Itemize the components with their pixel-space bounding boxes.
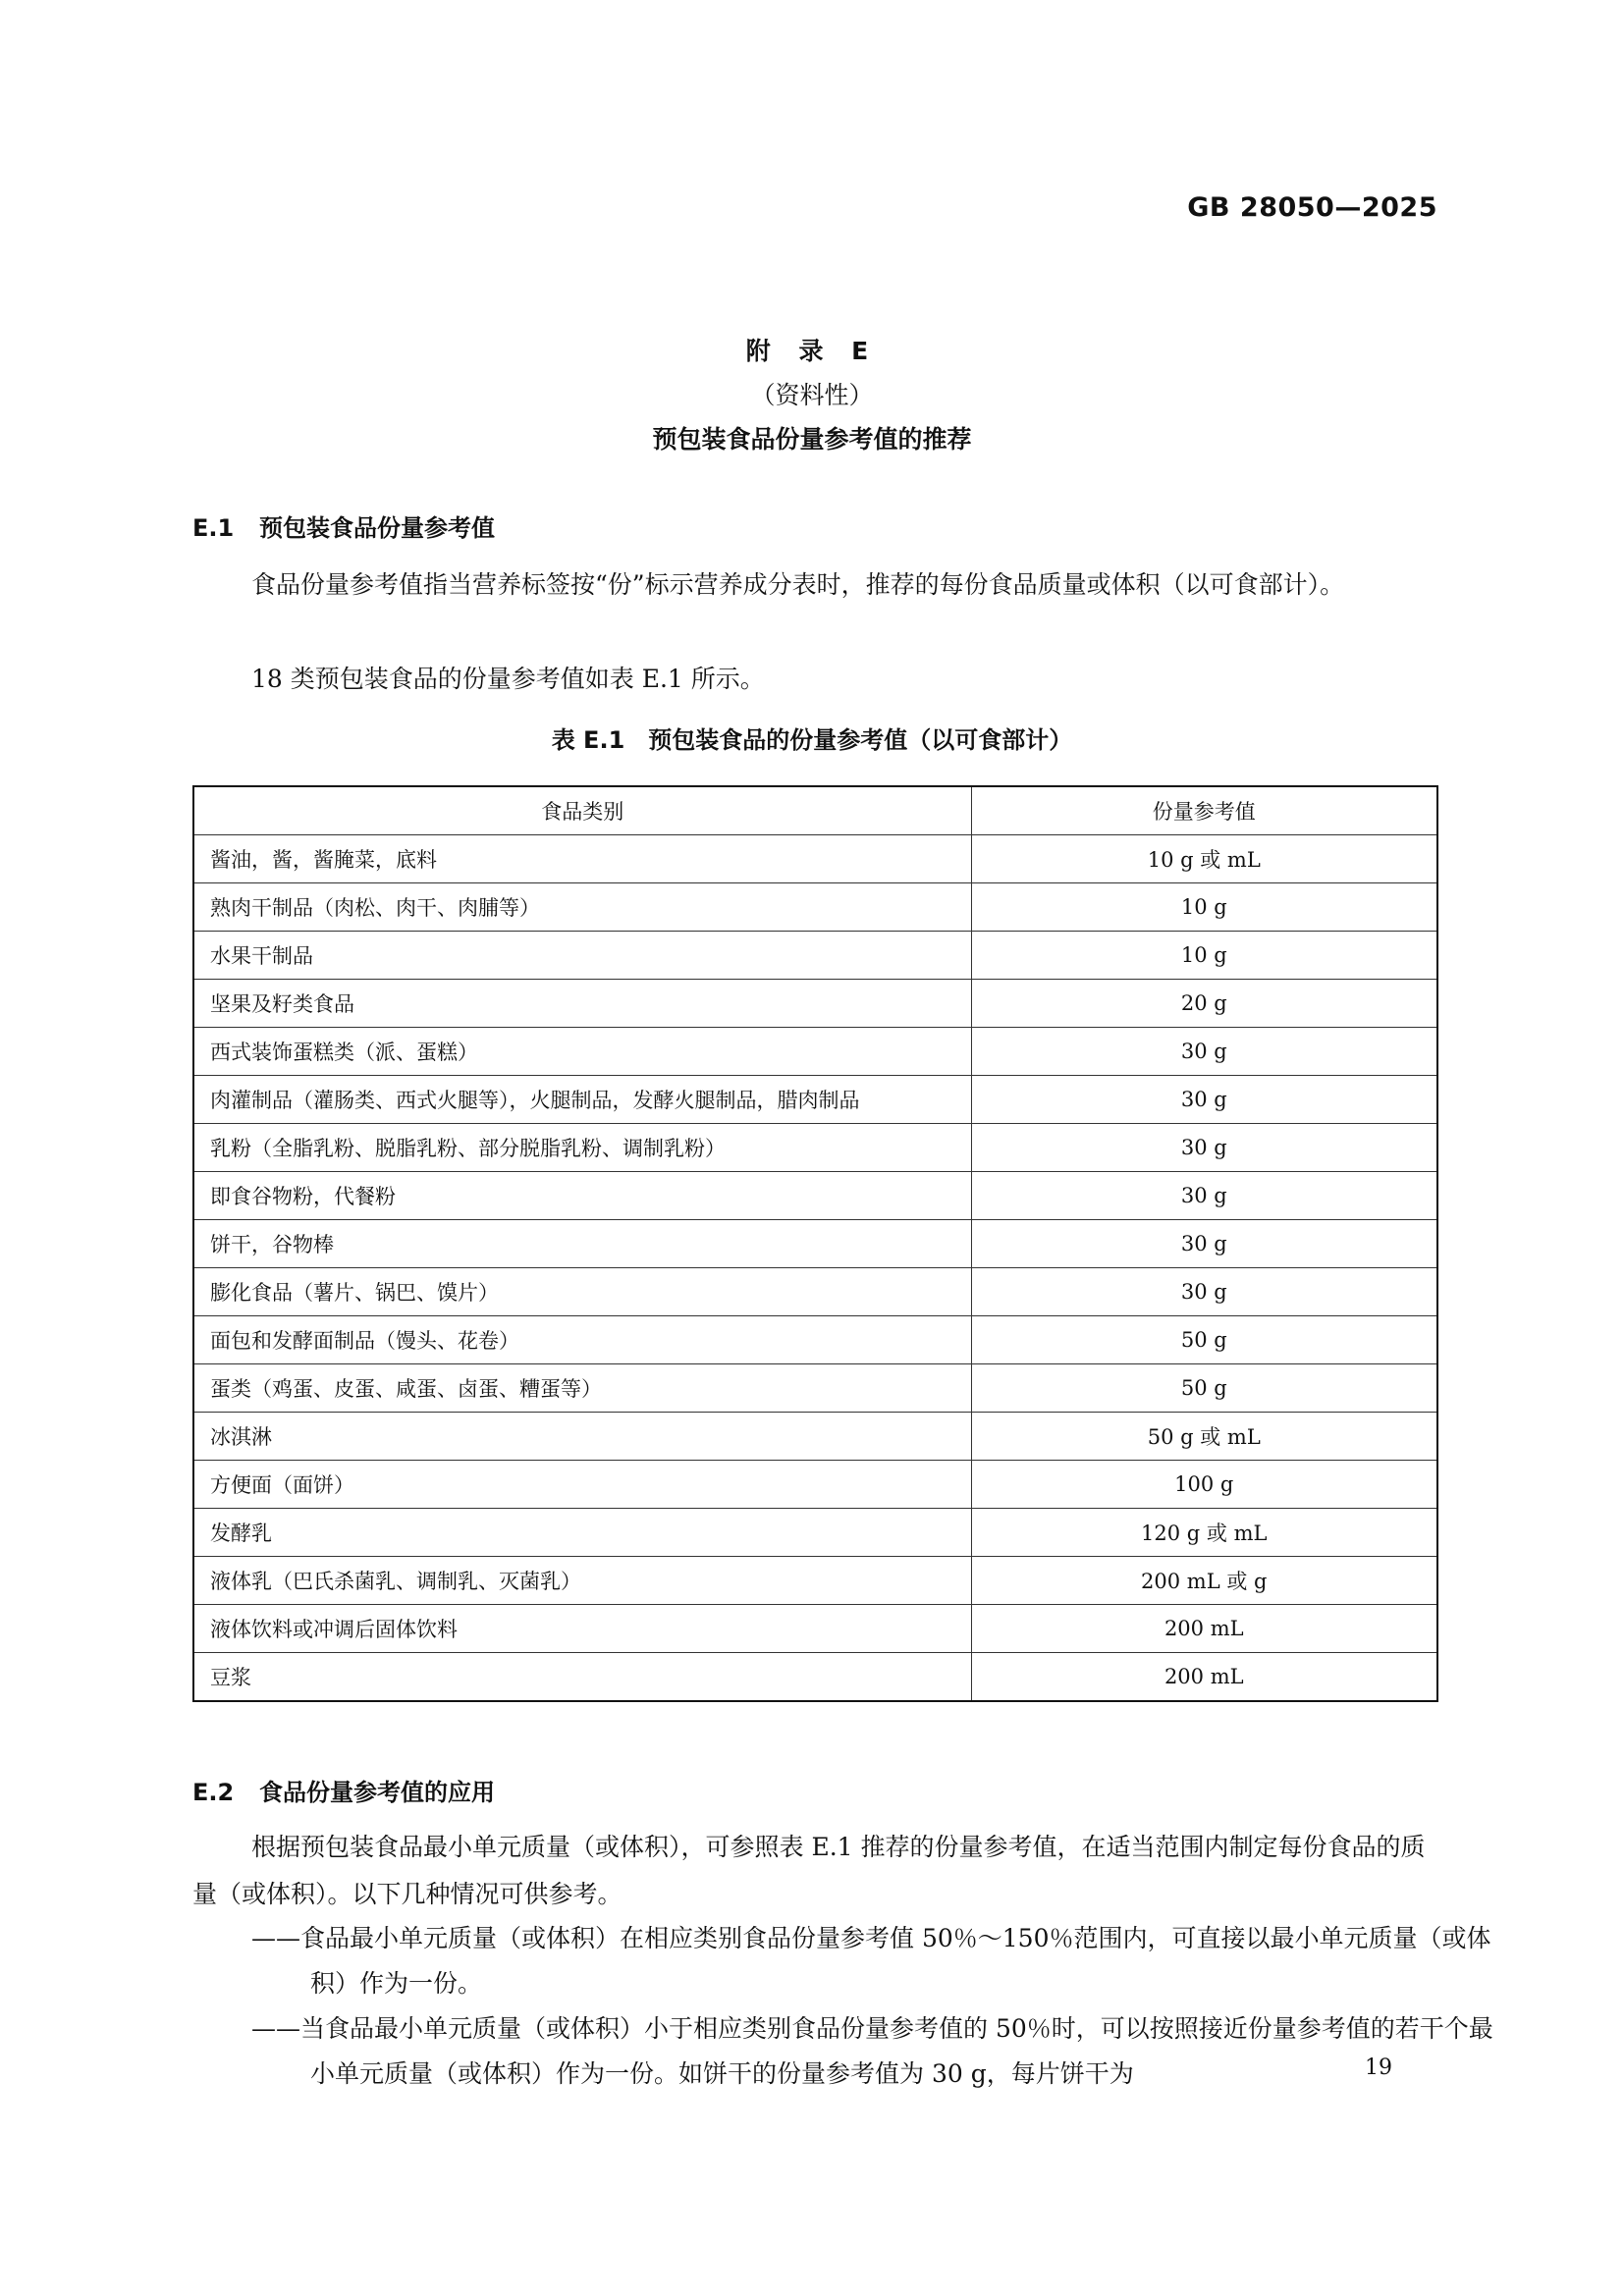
table-row — [193, 1316, 1437, 1364]
section-number: E.2 — [192, 1779, 235, 1806]
cell-value: 30 g — [971, 1172, 1437, 1220]
table-row — [193, 1557, 1437, 1605]
table-row — [193, 1461, 1437, 1509]
cell-value: 50 g 或 mL — [971, 1413, 1437, 1461]
paragraph: 18 类预包装食品的份量参考值如表 E.1 所示。 — [251, 665, 765, 693]
table-row — [193, 1124, 1437, 1172]
appendix-name: 预包装食品份量参考值的推荐 — [652, 425, 972, 454]
cell-category: 液体饮料或冲调后固体饮料 — [193, 1605, 971, 1653]
cell-value: 120 g 或 mL — [971, 1509, 1437, 1557]
cell-value: 10 g 或 mL — [971, 835, 1437, 883]
cell-category: 豆浆 — [193, 1653, 971, 1702]
cell-category: 饼干，谷物棒 — [193, 1220, 971, 1268]
standard-code: GB 28050—2025 — [1187, 192, 1437, 223]
table-row — [193, 1413, 1437, 1461]
page-number: 19 — [1365, 2056, 1392, 2080]
cell-value: 100 g — [971, 1461, 1437, 1509]
table-row — [193, 883, 1437, 932]
table-row — [193, 1653, 1437, 1702]
cell-category: 水果干制品 — [193, 932, 971, 980]
cell-value: 20 g — [971, 980, 1437, 1028]
table-row — [193, 835, 1437, 883]
cell-value: 30 g — [971, 1268, 1437, 1316]
serving-reference-table — [192, 785, 1438, 1702]
appendix-type: （资料性） — [750, 381, 874, 409]
cell-value: 200 mL — [971, 1605, 1437, 1653]
cell-category: 冰淇淋 — [193, 1413, 971, 1461]
column-header-value: 份量参考值 — [971, 786, 1437, 835]
section-title: 预包装食品份量参考值 — [259, 514, 495, 542]
cell-category: 面包和发酵面制品（馒头、花卷） — [193, 1316, 971, 1364]
list-item: ——当食品最小单元质量（或体积）小于相应类别食品份量参考值的 50％时，可以按照接近份量参考值的若干个最小单元质量（或体积）作为一份。如饼干的份量参考值为 30 g，每片饼干为 — [251, 2014, 1493, 2088]
cell-category: 西式装饰蛋糕类（派、蛋糕） — [193, 1028, 971, 1076]
cell-category: 肉灌制品（灌肠类、西式火腿等），火腿制品，发酵火腿制品，腊肉制品 — [193, 1076, 971, 1124]
cell-category: 蛋类（鸡蛋、皮蛋、咸蛋、卤蛋、糟蛋等） — [193, 1364, 971, 1413]
cell-category: 熟肉干制品（肉松、肉干、肉脯等） — [193, 883, 971, 932]
section-e1-heading — [192, 508, 495, 543]
cell-value: 50 g — [971, 1316, 1437, 1364]
cell-category: 乳粉（全脂乳粉、脱脂乳粉、部分脱脂乳粉、调制乳粉） — [193, 1124, 971, 1172]
cell-value: 10 g — [971, 883, 1437, 932]
cell-value: 30 g — [971, 1028, 1437, 1076]
cell-value: 10 g — [971, 932, 1437, 980]
column-header-category: 食品类别 — [193, 786, 971, 835]
table-row — [193, 1220, 1437, 1268]
cell-category: 方便面（面饼） — [193, 1461, 971, 1509]
cell-value: 30 g — [971, 1220, 1437, 1268]
cell-value: 200 mL — [971, 1653, 1437, 1702]
cell-category: 坚果及籽类食品 — [193, 980, 971, 1028]
cell-category: 液体乳（巴氏杀菌乳、调制乳、灭菌乳） — [193, 1557, 971, 1605]
table-row — [193, 932, 1437, 980]
cell-value: 30 g — [971, 1124, 1437, 1172]
section-e2-heading — [192, 1773, 495, 1807]
table-row — [193, 1605, 1437, 1653]
cell-category: 酱油，酱，酱腌菜，底料 — [193, 835, 971, 883]
table-row — [193, 1509, 1437, 1557]
section-number: E.1 — [192, 514, 235, 542]
appendix-title: 附 录 E — [745, 337, 879, 365]
section-title: 食品份量参考值的应用 — [259, 1779, 495, 1806]
table-header-row — [193, 786, 1437, 835]
table-row — [193, 980, 1437, 1028]
table-row — [193, 1172, 1437, 1220]
paragraph: 根据预包装食品最小单元质量（或体积），可参照表 E.1 推荐的份量参考值，在适当范围内制定每份食品的质量（或体积）。以下几种情况可供参考。 — [192, 1833, 1426, 1908]
cell-category: 发酵乳 — [193, 1509, 971, 1557]
cell-value: 50 g — [971, 1364, 1437, 1413]
table-row — [193, 1364, 1437, 1413]
table-row — [193, 1028, 1437, 1076]
cell-category: 膨化食品（薯片、锅巴、馍片） — [193, 1268, 971, 1316]
paragraph: 食品份量参考值指当营养标签按“份”标示营养成分表时，推荐的每份食品质量或体积（以可食部计）。 — [251, 570, 1345, 599]
table-caption: 表 E.1 预包装食品的份量参考值（以可食部计） — [551, 726, 1073, 754]
cell-value: 200 mL 或 g — [971, 1557, 1437, 1605]
table-row — [193, 1268, 1437, 1316]
list-item: ——食品最小单元质量（或体积）在相应类别食品份量参考值 50％～150％范围内，可直接以最小单元质量（或体积）作为一份。 — [251, 1924, 1491, 1998]
cell-value: 30 g — [971, 1076, 1437, 1124]
cell-category: 即食谷物粉，代餐粉 — [193, 1172, 971, 1220]
table-row — [193, 1076, 1437, 1124]
